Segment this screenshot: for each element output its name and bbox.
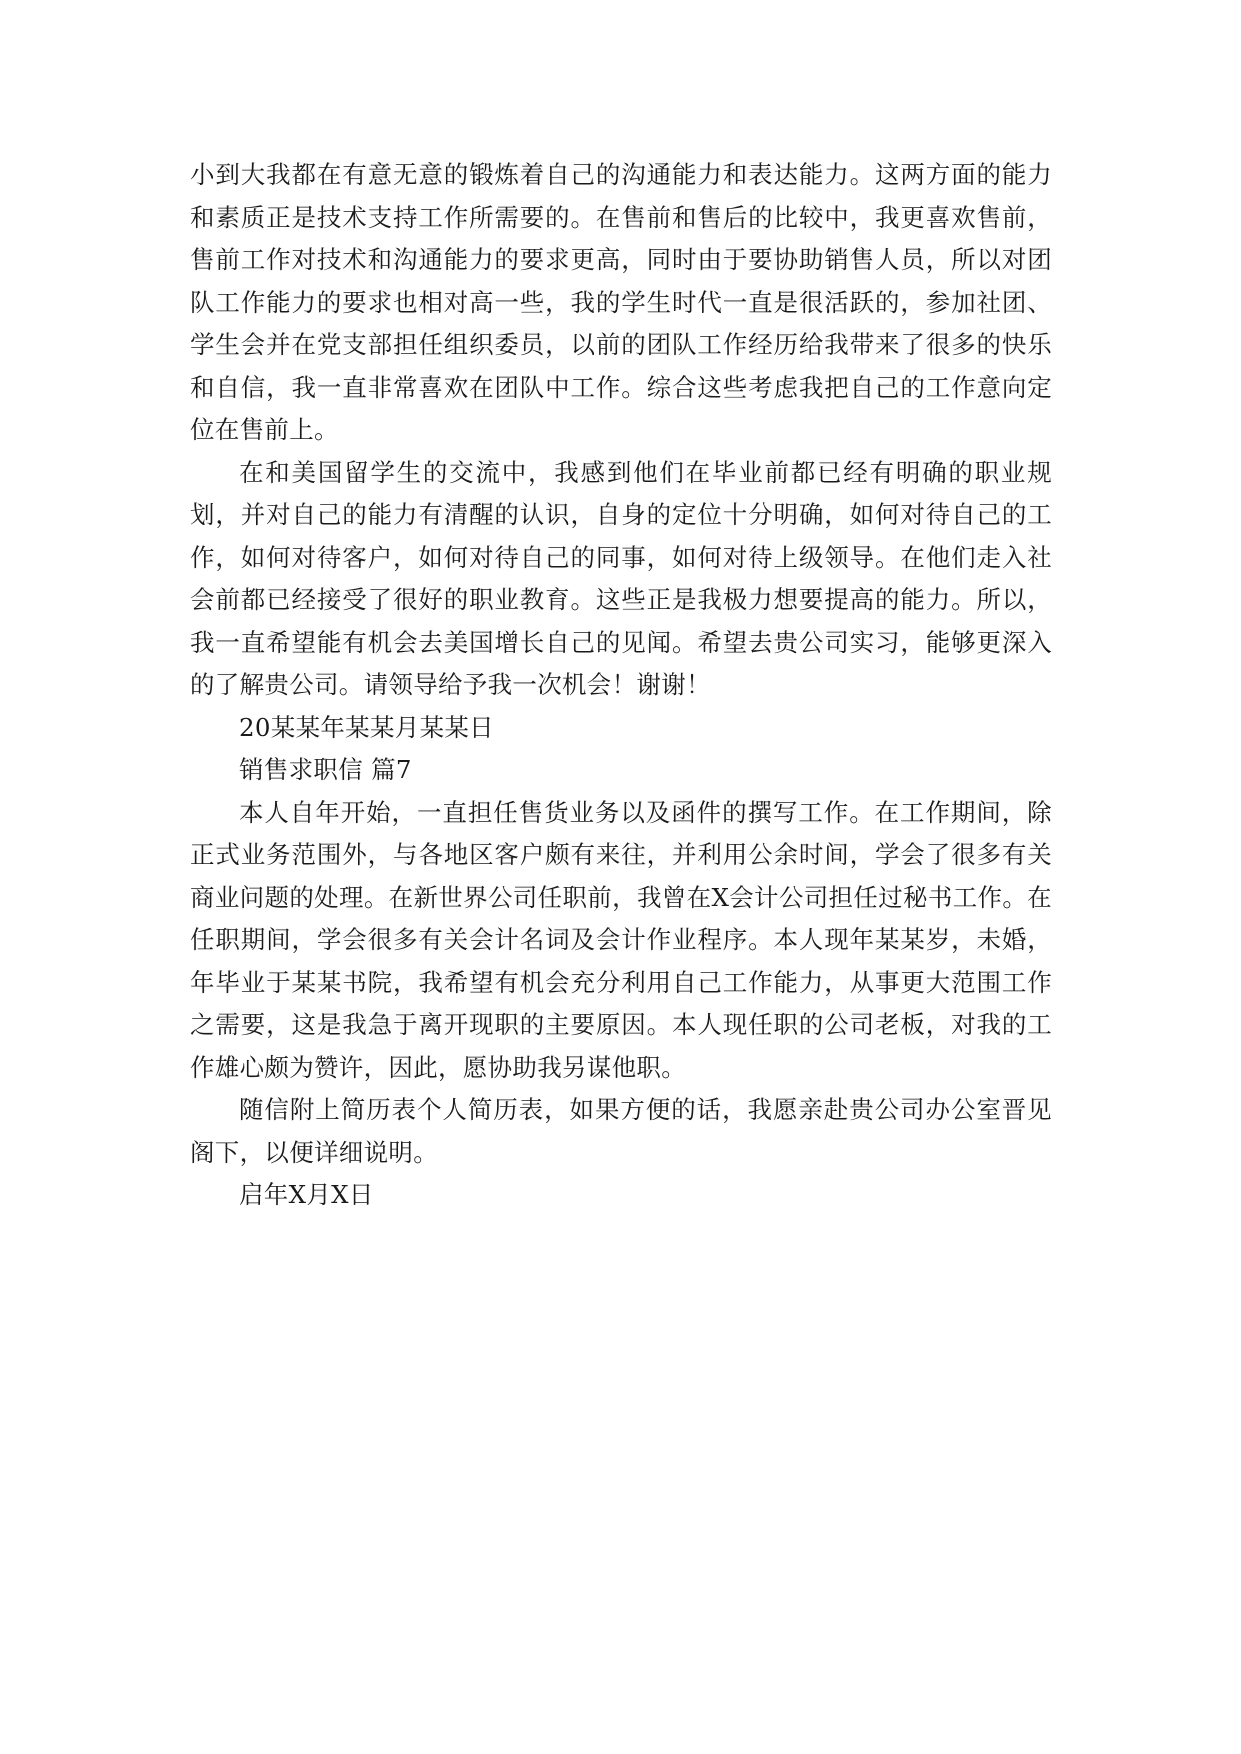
date-line: 20某某年某某月某某日	[239, 712, 494, 742]
body-paragraph-1: 小到大我都在有意无意的锻炼着自己的沟通能力和表达能力。这两方面的能力和素质正是技术支持工作所需要的。在售前和售后的比较中，我更喜欢售前，售前工作对技术和沟通能力的要求更高，同时由于要协助销售人员，所以对团队工作能力的要求也相对高一些，我的学生时代一直是很活跃的，参加社团、学生会并在党支部担任组织委员，以前的团队工作经历给我带来了很多的快乐和自信，我一直非常喜欢在团队中工作。综合这些考虑我把自己的工作意向定位在售前上。	[190, 160, 1052, 444]
document-body	[190, 154, 1052, 1217]
body-paragraph-4: 随信附上简历表个人简历表，如果方便的话，我愿亲赴贵公司办公室晋见阁下，以便详细说明。	[190, 1095, 1052, 1167]
section-heading: 销售求职信 篇7	[239, 755, 412, 784]
body-paragraph-2: 在和美国留学生的交流中，我感到他们在毕业前都已经有明确的职业规划，并对自己的能力有清醒的认识，自身的定位十分明确，如何对待自己的工作，如何对待客户，如何对待自己的同事，如何对待上级领导。在他们走入社会前都已经接受了很好的职业教育。这些正是我极力想要提高的能力。所以，我一直希望能有机会去美国增长自己的见闻。希望去贵公司实习，能够更深入的了解贵公司。请领导给予我一次机会！谢谢！	[190, 457, 1052, 699]
body-paragraph-3: 本人自年开始，一直担任售货业务以及函件的撰写工作。在工作期间，除正式业务范围外，与各地区客户颇有来往，并利用公余时间，学会了很多有关商业问题的处理。在新世界公司任职前，我曾在X会计公司担任过秘书工作。在任职期间，学会很多有关会计名词及会计作业程序。本人现年某某岁，未婚，年毕业于某某书院，我希望有机会充分利用自己工作能力，从事更大范围工作之需要，这是我急于离开现职的主要原因。本人现任职的公司老板，对我的工作雄心颇为赞许，因此，愿协助我另谋他职。	[190, 797, 1052, 1082]
closing-date-line: 启年X月X日	[239, 1180, 374, 1209]
